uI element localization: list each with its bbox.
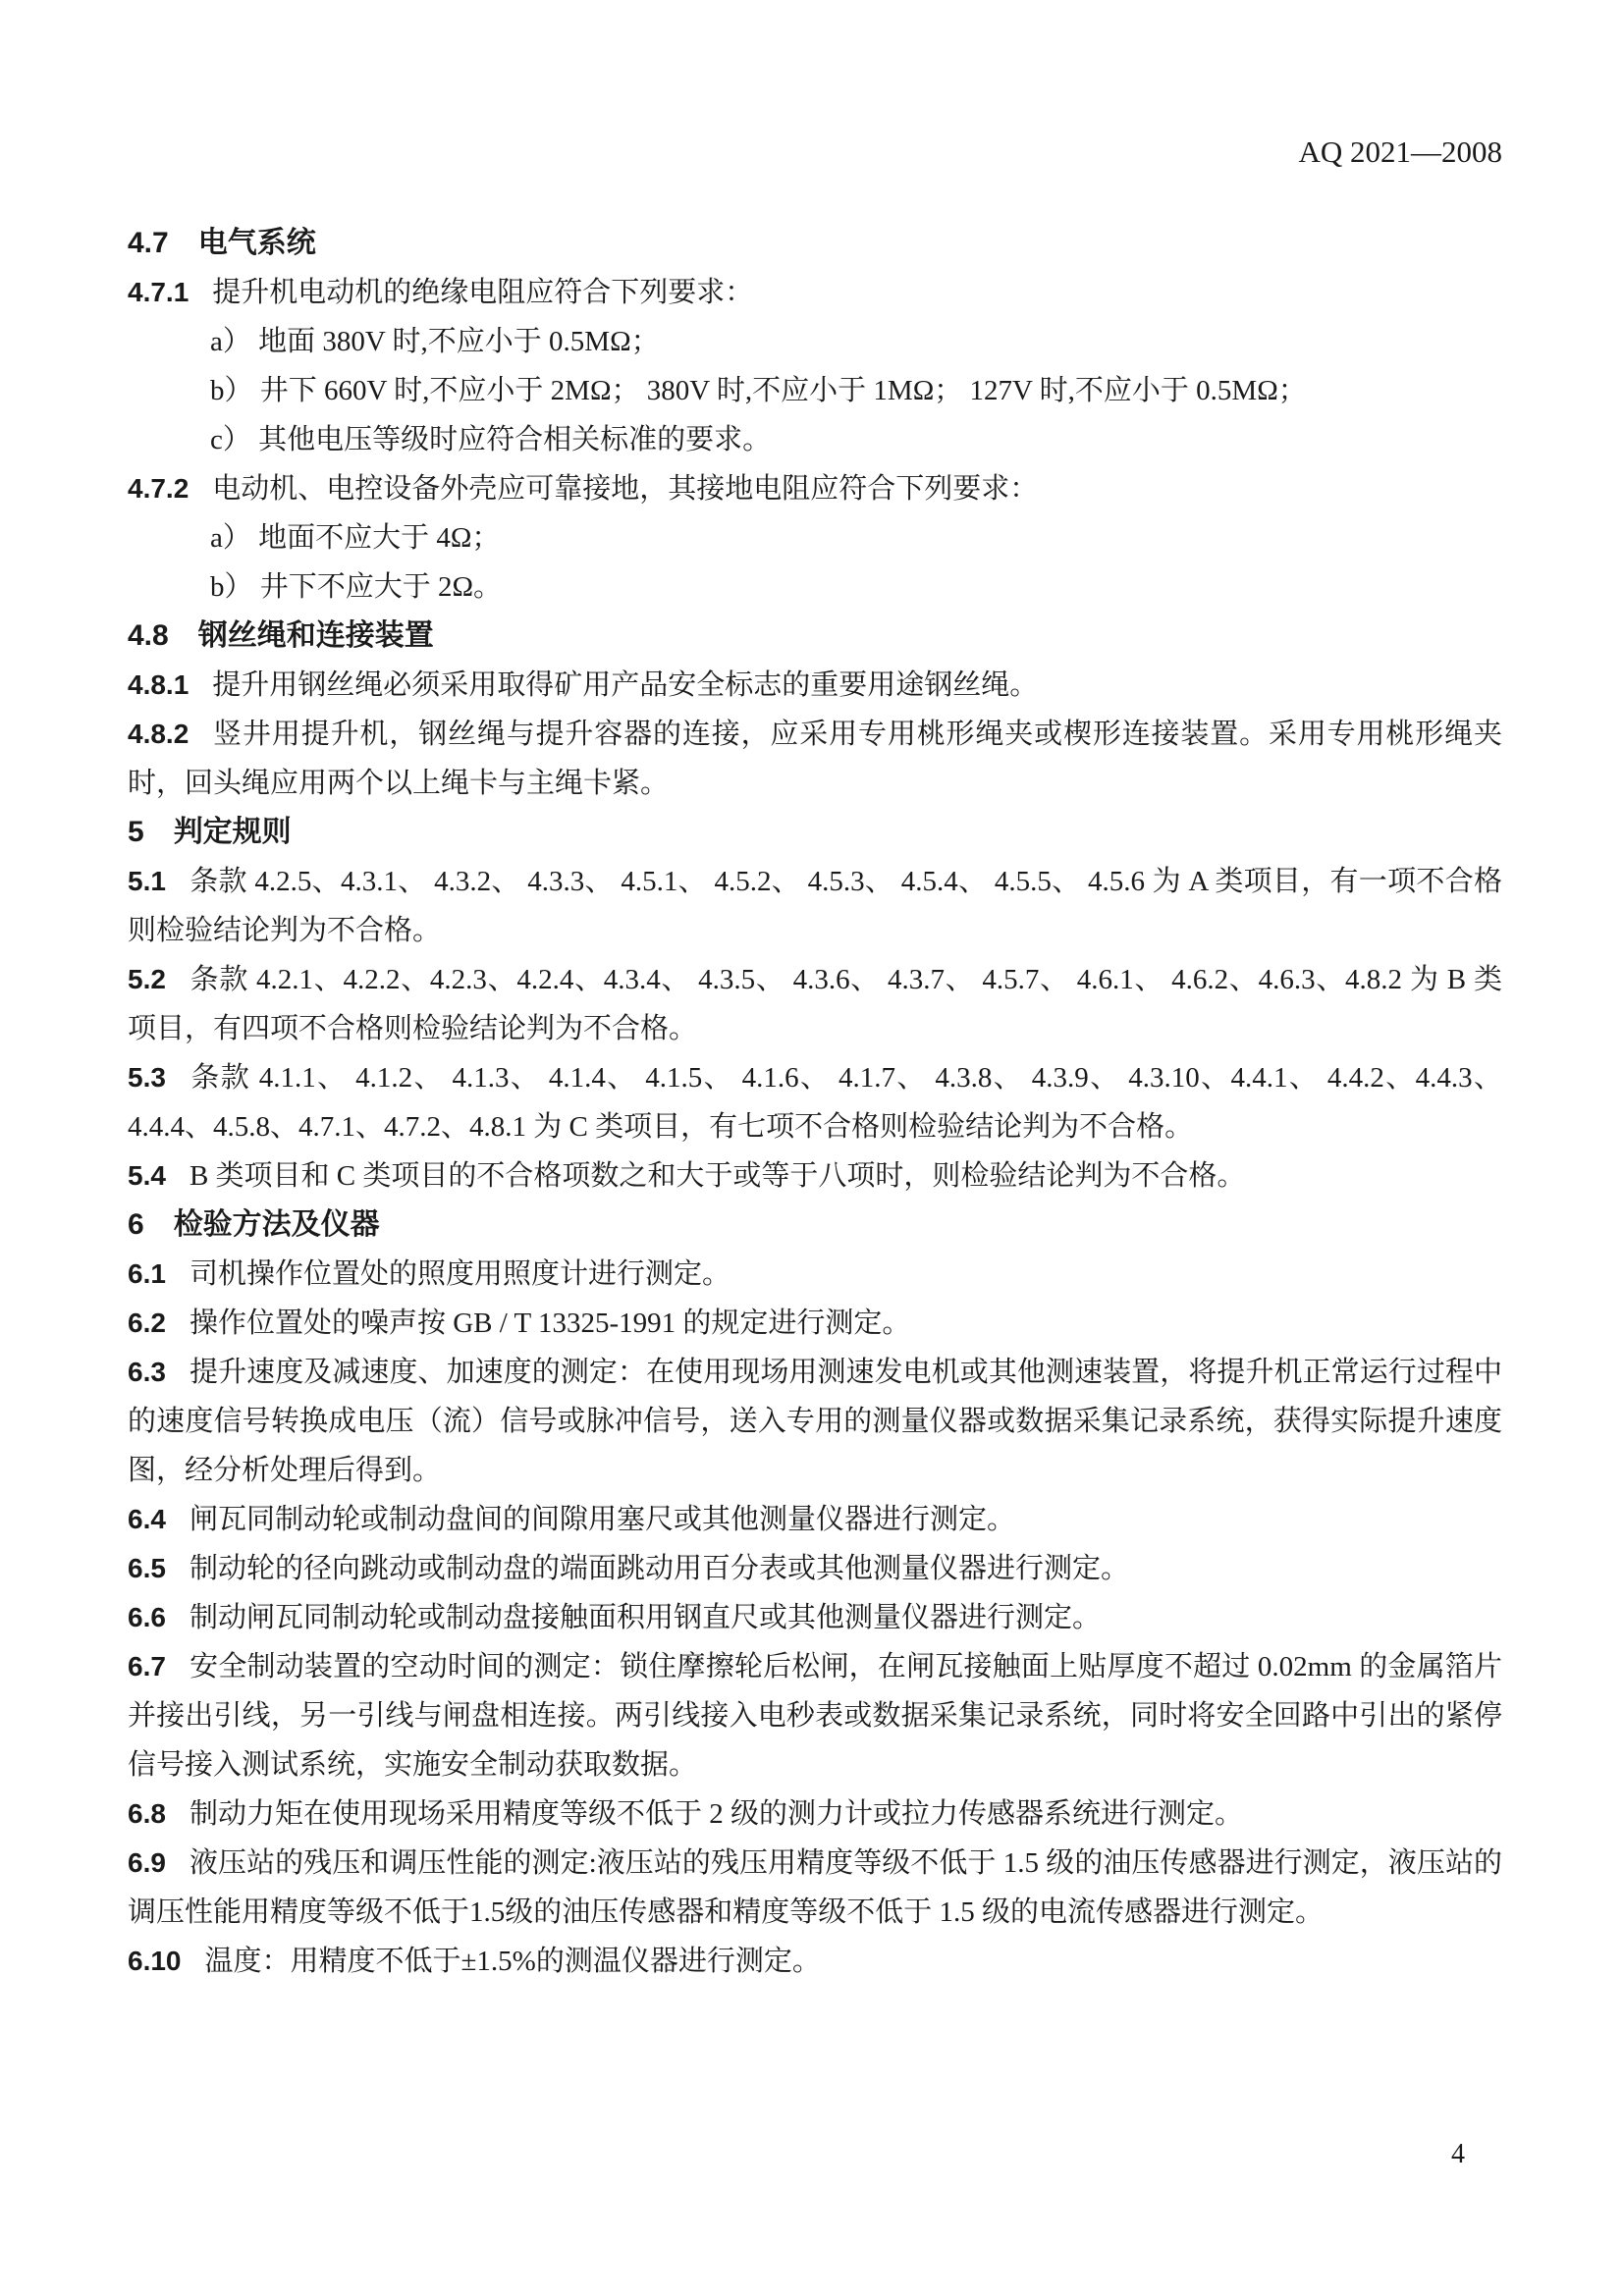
clause-number: 4.7.2 bbox=[128, 473, 189, 504]
section-number: 4.7 bbox=[128, 227, 169, 259]
clause-text: 温度：用精度不低于±1.5%的测温仪器进行测定。 bbox=[204, 1946, 821, 1977]
section-title: 检验方法及仪器 bbox=[173, 1208, 380, 1241]
clause-number: 6.6 bbox=[128, 1602, 166, 1632]
section-title: 钢丝绳和连接装置 bbox=[197, 619, 434, 652]
clause-number: 6.9 bbox=[128, 1847, 166, 1878]
section-heading-4-7 bbox=[128, 219, 1502, 268]
clause-4-7-2 bbox=[128, 464, 1502, 513]
section-number: 6 bbox=[128, 1208, 144, 1241]
clause-4-8-1 bbox=[128, 661, 1502, 710]
clause-text: 条款 4.1.1、 4.1.2、 4.1.3、 4.1.4、 4.1.5、 4.1.6、 4.1.7、 4.3.8、 4.3.9、 4.3.10、4.4.1、 4.4.2、4.4.3、4.4.4、4.5.8、4.7.1、4.7.2、4.8.1 为 C 类项目，有七项不合格则检验结论判为不合格。 bbox=[128, 1062, 1502, 1143]
clause-number: 6.4 bbox=[128, 1504, 166, 1534]
section-title: 电气系统 bbox=[197, 227, 316, 259]
clause-text: 条款 4.2.5、4.3.1、 4.3.2、 4.3.3、 4.5.1、 4.5.2、 4.5.3、 4.5.4、 4.5.5、 4.5.6 为 A 类项目，有一项不合格则检验结论判为不合格。 bbox=[128, 866, 1502, 946]
clause-text: 操作位置处的噪声按 GB / T 13325-1991 的规定进行测定。 bbox=[189, 1308, 911, 1339]
clause-text: 制动闸瓦同制动轮或制动盘接触面积用钢直尺或其他测量仪器进行测定。 bbox=[189, 1602, 1101, 1633]
clause-6-3 bbox=[128, 1348, 1502, 1495]
clause-text: 安全制动装置的空动时间的测定：锁住摩擦轮后松闸，在闸瓦接触面上贴厚度不超过 0.02mm 的金属箔片并接出引线，另一引线与闸盘相连接。两引线接入电秒表或数据采集记录系统，同时将安全回路中引出的紧停信号接入测试系统，实施安全制动获取数据。 bbox=[128, 1651, 1502, 1781]
clause-6-5 bbox=[128, 1544, 1502, 1593]
clause-text: 电动机、电控设备外壳应可靠接地，其接地电阻应符合下列要求： bbox=[212, 473, 1039, 505]
clause-4-7-1 bbox=[128, 268, 1502, 317]
clause-5-1 bbox=[128, 857, 1502, 955]
clause-number: 5.1 bbox=[128, 866, 166, 896]
clause-number: 4.8.2 bbox=[128, 719, 189, 749]
clause-6-4 bbox=[128, 1495, 1502, 1544]
clause-number: 6.8 bbox=[128, 1798, 166, 1829]
doc-code: AQ 2021—2008 bbox=[1298, 134, 1502, 169]
section-heading-5 bbox=[128, 808, 1502, 857]
clause-text: 液压站的残压和调压性能的测定:液压站的残压用精度等级不低于 1.5 级的油压传感器进行测定，液压站的调压性能用精度等级不低于1.5级的油压传感器和精度等级不低于 1.5 级的电流传感器进行测定。 bbox=[128, 1847, 1502, 1928]
clause-number: 6.1 bbox=[128, 1258, 166, 1289]
section-number: 5 bbox=[128, 816, 144, 848]
clause-text: 闸瓦同制动轮或制动盘间的间隙用塞尺或其他测量仪器进行测定。 bbox=[189, 1504, 1015, 1535]
clause-number: 6.3 bbox=[128, 1357, 166, 1387]
clause-6-9 bbox=[128, 1839, 1502, 1937]
clause-text: 制动轮的径向跳动或制动盘的端面跳动用百分表或其他测量仪器进行测定。 bbox=[189, 1553, 1129, 1584]
clause-number: 4.7.1 bbox=[128, 277, 189, 307]
clause-5-3 bbox=[128, 1053, 1502, 1151]
list-item-b: b） 井下 660V 时,不应小于 2MΩ； 380V 时,不应小于 1MΩ； 127V 时,不应小于 0.5MΩ； bbox=[210, 375, 1307, 406]
clause-number: 6.5 bbox=[128, 1553, 166, 1583]
clause-number: 6.7 bbox=[128, 1651, 166, 1682]
clause-text: 竖井用提升机，钢丝绳与提升容器的连接，应采用专用桃形绳夹或楔形连接装置。采用专用桃形绳夹时，回头绳应用两个以上绳卡与主绳卡紧。 bbox=[128, 719, 1502, 799]
clause-6-10 bbox=[128, 1937, 1502, 1986]
list-item-a: a） 地面 380V 时,不应小于 0.5MΩ； bbox=[210, 326, 660, 357]
clause-text: 提升速度及减速度、加速度的测定：在使用现场用测速发电机或其他测速装置，将提升机正常运行过程中的速度信号转换成电压（流）信号或脉冲信号，送入专用的测量仪器或数据采集记录系统，获得实际提升速度图，经分析处理后得到。 bbox=[128, 1357, 1502, 1486]
clause-5-4 bbox=[128, 1151, 1502, 1201]
clause-text: 制动力矩在使用现场采用精度等级不低于 2 级的测力计或拉力传感器系统进行测定。 bbox=[189, 1798, 1243, 1830]
section-heading-6 bbox=[128, 1201, 1502, 1250]
clause-number: 5.3 bbox=[128, 1062, 166, 1093]
list-item-a: a） 地面不应大于 4Ω； bbox=[210, 522, 501, 554]
clause-6-6 bbox=[128, 1593, 1502, 1642]
clause-text: 司机操作位置处的照度用照度计进行测定。 bbox=[189, 1258, 730, 1290]
document-content bbox=[128, 219, 1502, 1986]
clause-text: 条款 4.2.1、4.2.2、4.2.3、4.2.4、4.3.4、 4.3.5、 4.3.6、 4.3.7、 4.5.7、 4.6.1、 4.6.2、4.6.3、4.8.2 为 B 类项目，有四项不合格则检验结论判为不合格。 bbox=[128, 964, 1502, 1044]
section-heading-4-8 bbox=[128, 612, 1502, 661]
clause-number: 5.4 bbox=[128, 1160, 166, 1191]
clause-number: 5.2 bbox=[128, 964, 166, 994]
list-item-b: b） 井下不应大于 2Ω。 bbox=[210, 571, 503, 603]
clause-6-7 bbox=[128, 1642, 1502, 1789]
clause-4-8-2 bbox=[128, 710, 1502, 808]
section-title: 判定规则 bbox=[173, 816, 292, 848]
clause-number: 6.2 bbox=[128, 1308, 166, 1338]
list-item-c: c） 其他电压等级时应符合相关标准的要求。 bbox=[210, 424, 772, 455]
clause-6-1 bbox=[128, 1250, 1502, 1299]
section-number: 4.8 bbox=[128, 619, 169, 652]
clause-number: 4.8.1 bbox=[128, 669, 189, 700]
clause-text: B 类项目和 C 类项目的不合格项数之和大于或等于八项时，则检验结论判为不合格。 bbox=[189, 1160, 1246, 1192]
clause-number: 6.10 bbox=[128, 1946, 182, 1976]
clause-text: 提升用钢丝绳必须采用取得矿用产品安全标志的重要用途钢丝绳。 bbox=[212, 669, 1039, 701]
clause-6-2 bbox=[128, 1299, 1502, 1348]
clause-6-8 bbox=[128, 1789, 1502, 1839]
clause-5-2 bbox=[128, 955, 1502, 1053]
clause-text: 提升机电动机的绝缘电阻应符合下列要求： bbox=[212, 277, 754, 308]
page-number: 4 bbox=[1451, 2139, 1465, 2169]
